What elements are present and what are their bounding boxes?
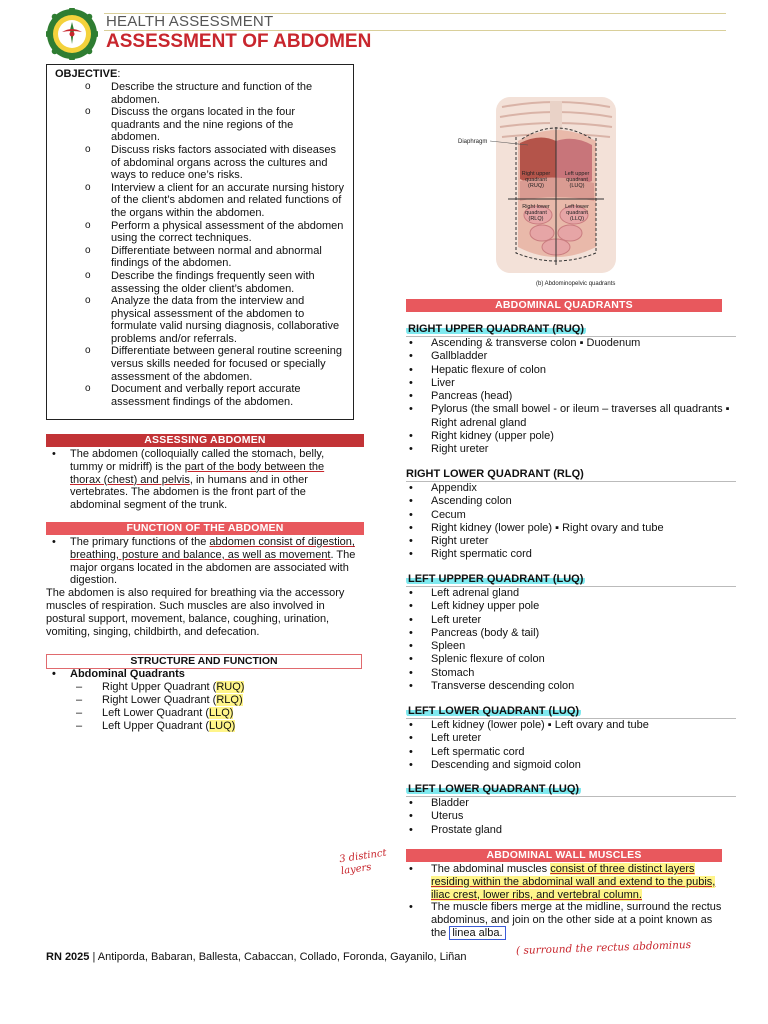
abdominal-quadrants-figure — [456, 97, 656, 289]
list-item: • The muscle fibers merge at the midline, surround the rectus abdominus, and join on the other side at a point known as the linea alba. — [406, 901, 722, 939]
list-item: • Ascending colon — [406, 495, 736, 508]
objective-title: OBJECTIVE: — [55, 68, 121, 80]
figure-label-rlq: Right lower quadrant (RLQ) — [522, 204, 550, 222]
objective-item: o Analyze the data from the interview and physical assessment of the abdomen to formulate valid nursing diagnosis, collaborative problems and/or referrals. — [55, 295, 345, 345]
objective-item: o Discuss risks factors associated with diseases of abdominal organs across the cultures and ways to reduce one’s risks. — [55, 144, 345, 182]
list-item: • Pancreas (head) — [406, 390, 736, 403]
objective-item: o Differentiate between general routine screening versus skills needed for focused or specially assessment of the abdomen. — [55, 345, 345, 383]
ruq-heading: RIGHT UPPER QUADRANT (RUQ) — [406, 323, 736, 337]
wall-list — [406, 863, 722, 940]
list-item: • Hepatic flexure of colon — [406, 364, 736, 377]
list-item: • Right kidney (lower pole) ▪ Right ovary and tube — [406, 522, 736, 535]
quadrant-item: – Left Lower Quadrant (LLQ) — [46, 707, 356, 720]
list-item: • Pancreas (body & tail) — [406, 627, 736, 640]
list-item: • Appendix — [406, 482, 736, 495]
quadrant-item: – Left Upper Quadrant (LUQ) — [46, 720, 356, 733]
objective-item: o Discuss the organs located in the four quadrants and the nine regions of the abdomen. — [55, 106, 345, 144]
objective-item: o Interview a client for an accurate nursing history of the client’s abdomen and related functions of the organs within the abdomen. — [55, 182, 345, 220]
list-item: • Splenic flexure of colon — [406, 653, 736, 666]
list-item: • Liver — [406, 377, 736, 390]
list-item: • Cecum — [406, 509, 736, 522]
rlq-heading: RIGHT LOWER QUADRANT (RLQ) — [406, 468, 736, 482]
function-heading: FUNCTION OF THE ABDOMEN — [46, 522, 364, 535]
llq-heading-2: LEFT LOWER QUADRANT (LUQ) — [406, 783, 736, 797]
assessing-text: • The abdomen (colloquially called the stomach, belly, tummy or midriff) is the part of the body between the thorax (chest) and pelvis, in humans and in other vertebrates. The abdomen is the front part of the abdominal segment of the trunk. — [46, 448, 356, 512]
structure-list — [46, 668, 356, 733]
header-subtitle: HEALTH ASSESSMENT — [106, 13, 274, 30]
objective-item: o Perform a physical assessment of the abdomen using the correct techniques. — [55, 220, 345, 245]
figure-label-diaphragm: Diaphragm — [458, 139, 488, 145]
objective-item: o Differentiate between normal and abnormal findings of the abdomen. — [55, 245, 345, 270]
list-item: • Left ureter — [406, 732, 736, 745]
list-item: • Left spermatic cord — [406, 746, 736, 759]
list-item: • Left adrenal gland — [406, 587, 736, 600]
figure-label-ruq: Right upper quadrant (RUQ) — [521, 171, 551, 189]
list-item: • Right ureter — [406, 535, 736, 548]
structure-bullet: • Abdominal Quadrants — [46, 668, 356, 681]
llq-list-2 — [406, 797, 736, 837]
quadrant-item: – Right Upper Quadrant (RUQ) — [46, 681, 356, 694]
list-item: • Left ureter — [406, 614, 736, 627]
function-text-2: The abdomen is also required for breathing via the accessory muscles of respiration. Such muscles are also involved in postural support, movement, balance, coughing, urination, vomiting, singing, childbirth, and defecation. — [46, 587, 345, 638]
figure-caption: (b) Abdominopelvic quadrants — [536, 281, 616, 287]
school-seal-logo — [46, 8, 98, 60]
list-item: • Ascending & transverse colon ▪ Duodenum — [406, 337, 736, 350]
list-item: • Uterus — [406, 810, 736, 823]
footer: RN 2025 | Antiporda, Babaran, Ballesta, Cabaccan, Collado, Foronda, Gayanilo, Liñan — [46, 951, 467, 963]
list-item: • Right spermatic cord — [406, 548, 736, 561]
list-item: • The abdominal muscles consist of three distinct layers residing within the abdominal wall and extend to the pubis, iliac crest, lower ribs, and vertebral column. — [406, 863, 722, 901]
structure-heading: STRUCTURE AND FUNCTION — [46, 654, 362, 669]
objective-box — [46, 64, 354, 420]
llq-heading: LEFT LOWER QUADRANT (LUQ) — [406, 705, 736, 719]
list-item: • Spleen — [406, 640, 736, 653]
figure-label-llq: Left lower quadrant (LLQ) — [565, 204, 589, 222]
handwritten-note-layers: 3 distinct layers — [338, 847, 388, 878]
wall-heading: ABDOMINAL WALL MUSCLES — [406, 849, 722, 862]
list-item: • Right kidney (upper pole) — [406, 430, 736, 443]
list-item: • Gallbladder — [406, 350, 736, 363]
quadrants-heading: ABDOMINAL QUADRANTS — [406, 299, 722, 312]
objective-list — [55, 81, 345, 408]
objective-item: o Describe the findings frequently seen with assessing the older client’s abdomen. — [55, 270, 345, 295]
rlq-list — [406, 482, 736, 562]
quadrant-item: – Right Lower Quadrant (RLQ) — [46, 694, 356, 707]
list-item: • Descending and sigmoid colon — [406, 759, 736, 772]
ruq-list — [406, 337, 736, 457]
objective-item: o Describe the structure and function of the abdomen. — [55, 81, 345, 106]
list-item: • Left kidney upper pole — [406, 600, 736, 613]
list-item: • Left kidney (lower pole) ▪ Left ovary and tube — [406, 719, 736, 732]
llq-list — [406, 719, 736, 772]
list-item: • Stomach — [406, 667, 736, 680]
list-item: • Bladder — [406, 797, 736, 810]
luq-heading: LEFT UPPPER QUADRANT (LUQ) — [406, 573, 736, 587]
page-title: ASSESSMENT OF ABDOMEN — [106, 31, 372, 52]
figure-label-luq: Left upper quadrant (LUQ) — [564, 171, 590, 189]
list-item: • Pylorus (the small bowel - or ileum – traverses all quadrants ▪ Right adrenal gland — [406, 403, 736, 430]
list-item: • Prostate gland — [406, 824, 736, 837]
list-item: • Transverse descending colon — [406, 680, 736, 693]
function-text: • The primary functions of the abdomen consist of digestion, breathing, posture and balance, as well as movement. The major organs located in the abdomen are associated with digestion. The abdomen is also required for breathing via the accessory muscles of respiration. Such muscles are also involved in postural support, movement, balance, coughing, urination, vomiting, singing, childbirth, and defecation. — [46, 536, 360, 638]
objective-item: o Document and verbally report accurate assessment findings of the abdomen. — [55, 383, 345, 408]
luq-list — [406, 587, 736, 693]
assessing-heading: ASSESSING ABDOMEN — [46, 434, 364, 447]
handwritten-note-rectus: ( surround the rectus abdominus — [515, 938, 692, 958]
list-item: • Right ureter — [406, 443, 736, 456]
